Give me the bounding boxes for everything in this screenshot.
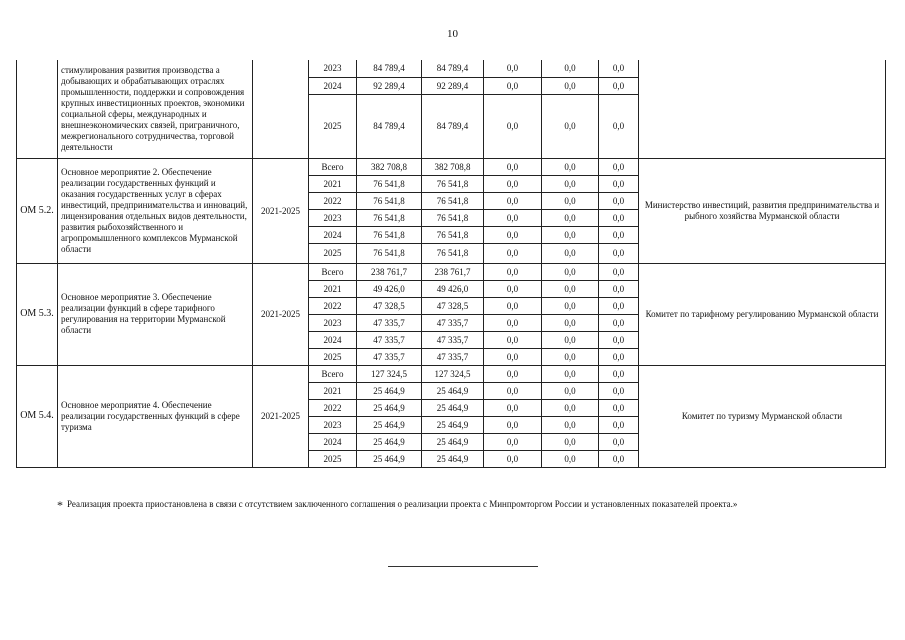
measure-code: ОМ 5.2. bbox=[17, 158, 58, 263]
table-cell-other: 0,0 bbox=[599, 450, 639, 467]
table-cell-federal: 0,0 bbox=[484, 94, 542, 158]
table-cell-other: 0,0 bbox=[599, 433, 639, 450]
table-cell-other: 0,0 bbox=[599, 60, 639, 77]
table-cell-local: 0,0 bbox=[542, 382, 599, 399]
table-cell-total: 47 328,5 bbox=[357, 297, 422, 314]
table-cell-local: 0,0 bbox=[542, 280, 599, 297]
table-cell-local: 0,0 bbox=[542, 433, 599, 450]
table-cell-total: 76 541,8 bbox=[357, 243, 422, 263]
table-cell-total: 92 289,4 bbox=[357, 77, 422, 94]
table-cell-regional: 25 464,9 bbox=[422, 433, 484, 450]
table-cell-year: 2024 bbox=[309, 433, 357, 450]
measure-name: Основное мероприятие 2. Обеспечение реализации государственных функций и оказания государственных услуг в сферах инвестиций, предпринимательства и инноваций, лицензирования отдельных видов деятельности, развития рыбохозяйственного и агропромышленного комплексов Мурманской области bbox=[58, 158, 253, 263]
table-cell-year: 2021 bbox=[309, 280, 357, 297]
table-cell-federal: 0,0 bbox=[484, 450, 542, 467]
table-body bbox=[17, 60, 886, 467]
table-cell-total: 47 335,7 bbox=[357, 348, 422, 365]
table-cell-local: 0,0 bbox=[542, 226, 599, 243]
table-cell-regional: 25 464,9 bbox=[422, 399, 484, 416]
table-cell-federal: 0,0 bbox=[484, 297, 542, 314]
table-cell-federal: 0,0 bbox=[484, 314, 542, 331]
table-cell-year: 2023 bbox=[309, 60, 357, 77]
table-cell-year: Всего bbox=[309, 263, 357, 280]
table-cell-local: 0,0 bbox=[542, 192, 599, 209]
table-cell-other: 0,0 bbox=[599, 263, 639, 280]
table-cell-regional: 76 541,8 bbox=[422, 243, 484, 263]
table-cell-federal: 0,0 bbox=[484, 365, 542, 382]
table-cell-total: 76 541,8 bbox=[357, 226, 422, 243]
table-cell-other: 0,0 bbox=[599, 280, 639, 297]
table-cell-other: 0,0 bbox=[599, 158, 639, 175]
table-cell-federal: 0,0 bbox=[484, 175, 542, 192]
table-cell-total: 49 426,0 bbox=[357, 280, 422, 297]
table-cell-total: 25 464,9 bbox=[357, 382, 422, 399]
table-cell-local: 0,0 bbox=[542, 450, 599, 467]
table-cell-other: 0,0 bbox=[599, 365, 639, 382]
table-cell-year: 2025 bbox=[309, 348, 357, 365]
table-cell-local: 0,0 bbox=[542, 243, 599, 263]
table-cell-local: 0,0 bbox=[542, 416, 599, 433]
table-cell-local: 0,0 bbox=[542, 314, 599, 331]
table-cell-other: 0,0 bbox=[599, 209, 639, 226]
table-cell-year: 2025 bbox=[309, 94, 357, 158]
table-cell-federal: 0,0 bbox=[484, 416, 542, 433]
table-cell-year: 2021 bbox=[309, 382, 357, 399]
table-cell-regional: 47 335,7 bbox=[422, 331, 484, 348]
measure-code: ОМ 5.4. bbox=[17, 365, 58, 467]
table-cell-local: 0,0 bbox=[542, 365, 599, 382]
signature-line bbox=[388, 566, 538, 567]
footnote-text: Реализация проекта приостановлена в связи с отсутствием заключенного соглашения о реализации проекта с Минпромторгом России и установленных показателей проекта.» bbox=[67, 499, 738, 509]
table-cell-regional: 25 464,9 bbox=[422, 450, 484, 467]
table-cell-local: 0,0 bbox=[542, 348, 599, 365]
table-cell-regional: 47 335,7 bbox=[422, 314, 484, 331]
table-cell-regional: 76 541,8 bbox=[422, 175, 484, 192]
table-cell-other: 0,0 bbox=[599, 192, 639, 209]
table-cell-federal: 0,0 bbox=[484, 243, 542, 263]
table-cell-regional: 92 289,4 bbox=[422, 77, 484, 94]
table-cell-federal: 0,0 bbox=[484, 331, 542, 348]
table-cell-federal: 0,0 bbox=[484, 382, 542, 399]
table-cell-year: 2025 bbox=[309, 243, 357, 263]
table-cell-year: 2023 bbox=[309, 314, 357, 331]
measure-executor: Комитет по туризму Мурманской области bbox=[639, 365, 886, 467]
table-cell-total: 127 324,5 bbox=[357, 365, 422, 382]
table-cell-other: 0,0 bbox=[599, 77, 639, 94]
table-cell-other: 0,0 bbox=[599, 399, 639, 416]
table-cell-local: 0,0 bbox=[542, 94, 599, 158]
table-cell-federal: 0,0 bbox=[484, 399, 542, 416]
table-cell-total: 238 761,7 bbox=[357, 263, 422, 280]
footnote bbox=[57, 498, 737, 513]
table-cell-regional: 76 541,8 bbox=[422, 192, 484, 209]
table-cell-regional: 47 335,7 bbox=[422, 348, 484, 365]
table-cell-other: 0,0 bbox=[599, 348, 639, 365]
table-cell-local: 0,0 bbox=[542, 77, 599, 94]
table-cell-local: 0,0 bbox=[542, 263, 599, 280]
table-cell-federal: 0,0 bbox=[484, 60, 542, 77]
measure-executor: Министерство инвестиций, развития предпринимательства и рыбного хозяйства Мурманской области bbox=[639, 158, 886, 263]
table-cell-regional: 127 324,5 bbox=[422, 365, 484, 382]
table-cell-total: 76 541,8 bbox=[357, 209, 422, 226]
table-cell-regional: 49 426,0 bbox=[422, 280, 484, 297]
table-cell-other: 0,0 bbox=[599, 94, 639, 158]
table-cell-year: 2024 bbox=[309, 331, 357, 348]
table-cell-year: 2023 bbox=[309, 416, 357, 433]
table-cell-year: 2022 bbox=[309, 399, 357, 416]
table-cell-year: 2025 bbox=[309, 450, 357, 467]
table-cell-federal: 0,0 bbox=[484, 209, 542, 226]
table-cell-other: 0,0 bbox=[599, 297, 639, 314]
table-cell-total: 76 541,8 bbox=[357, 192, 422, 209]
table-cell-local: 0,0 bbox=[542, 60, 599, 77]
table-cell-federal: 0,0 bbox=[484, 158, 542, 175]
table-cell-local: 0,0 bbox=[542, 399, 599, 416]
table-cell-year: 2021 bbox=[309, 175, 357, 192]
table-cell-regional: 47 328,5 bbox=[422, 297, 484, 314]
table-cell-total: 25 464,9 bbox=[357, 433, 422, 450]
table-cell-local: 0,0 bbox=[542, 331, 599, 348]
table-cell-local: 0,0 bbox=[542, 297, 599, 314]
program-funding-table bbox=[16, 60, 886, 468]
footnote-marker: * bbox=[57, 498, 63, 512]
table-cell-local: 0,0 bbox=[542, 209, 599, 226]
table-cell-regional: 76 541,8 bbox=[422, 209, 484, 226]
table-cell-local: 0,0 bbox=[542, 158, 599, 175]
table-cell-other: 0,0 bbox=[599, 243, 639, 263]
table-cell-other: 0,0 bbox=[599, 331, 639, 348]
table-cell-federal: 0,0 bbox=[484, 77, 542, 94]
table-cell-total: 84 789,4 bbox=[357, 94, 422, 158]
table-cell-year: 2022 bbox=[309, 192, 357, 209]
table-cell-regional: 25 464,9 bbox=[422, 416, 484, 433]
table-cell-federal: 0,0 bbox=[484, 226, 542, 243]
table-cell-total: 25 464,9 bbox=[357, 450, 422, 467]
table-cell-federal: 0,0 bbox=[484, 433, 542, 450]
table-cell-local: 0,0 bbox=[542, 175, 599, 192]
table-cell-regional: 382 708,8 bbox=[422, 158, 484, 175]
measure-period bbox=[253, 60, 309, 158]
table-cell-total: 76 541,8 bbox=[357, 175, 422, 192]
table-cell-year: 2023 bbox=[309, 209, 357, 226]
table-cell-federal: 0,0 bbox=[484, 348, 542, 365]
table-cell-other: 0,0 bbox=[599, 416, 639, 433]
table-cell-other: 0,0 bbox=[599, 382, 639, 399]
table-cell-federal: 0,0 bbox=[484, 263, 542, 280]
table-cell-other: 0,0 bbox=[599, 175, 639, 192]
table-cell-other: 0,0 bbox=[599, 226, 639, 243]
table-cell-regional: 84 789,4 bbox=[422, 94, 484, 158]
measure-code bbox=[17, 60, 58, 158]
measure-period: 2021-2025 bbox=[253, 365, 309, 467]
measure-period: 2021-2025 bbox=[253, 263, 309, 365]
table-row bbox=[17, 158, 886, 175]
page-number: 10 bbox=[447, 28, 458, 40]
measure-name: Основное мероприятие 4. Обеспечение реализации государственных функций в сфере туризма bbox=[58, 365, 253, 467]
measure-code: ОМ 5.3. bbox=[17, 263, 58, 365]
table-cell-total: 25 464,9 bbox=[357, 399, 422, 416]
table-row bbox=[17, 365, 886, 382]
table-cell-year: 2024 bbox=[309, 77, 357, 94]
table-cell-total: 84 789,4 bbox=[357, 60, 422, 77]
table-cell-federal: 0,0 bbox=[484, 280, 542, 297]
measure-name: стимулирования развития производства а добывающих и обрабатывающих отраслях промышленности, поддержки и сопровождения крупных инвестиционных проектов, экономики социальной сферы, международных и внешнеэкономических связей, приграничного, межрегионального сотрудничества, торговой деятельности bbox=[58, 60, 253, 158]
table-cell-year: Всего bbox=[309, 158, 357, 175]
table-cell-federal: 0,0 bbox=[484, 192, 542, 209]
measure-period: 2021-2025 bbox=[253, 158, 309, 263]
table-cell-year: 2022 bbox=[309, 297, 357, 314]
table-row bbox=[17, 263, 886, 280]
table-cell-total: 25 464,9 bbox=[357, 416, 422, 433]
measure-executor: Комитет по тарифному регулированию Мурманской области bbox=[639, 263, 886, 365]
table-cell-year: Всего bbox=[309, 365, 357, 382]
table-cell-year: 2024 bbox=[309, 226, 357, 243]
table-cell-total: 382 708,8 bbox=[357, 158, 422, 175]
table-cell-total: 47 335,7 bbox=[357, 331, 422, 348]
table-cell-regional: 84 789,4 bbox=[422, 60, 484, 77]
table-cell-other: 0,0 bbox=[599, 314, 639, 331]
table-cell-regional: 76 541,8 bbox=[422, 226, 484, 243]
table-cell-total: 47 335,7 bbox=[357, 314, 422, 331]
measure-executor bbox=[639, 60, 886, 158]
measure-name: Основное мероприятие 3. Обеспечение реализации функций в сфере тарифного регулирования на территории Мурманской области bbox=[58, 263, 253, 365]
table-cell-regional: 25 464,9 bbox=[422, 382, 484, 399]
table-row bbox=[17, 60, 886, 77]
table-cell-regional: 238 761,7 bbox=[422, 263, 484, 280]
